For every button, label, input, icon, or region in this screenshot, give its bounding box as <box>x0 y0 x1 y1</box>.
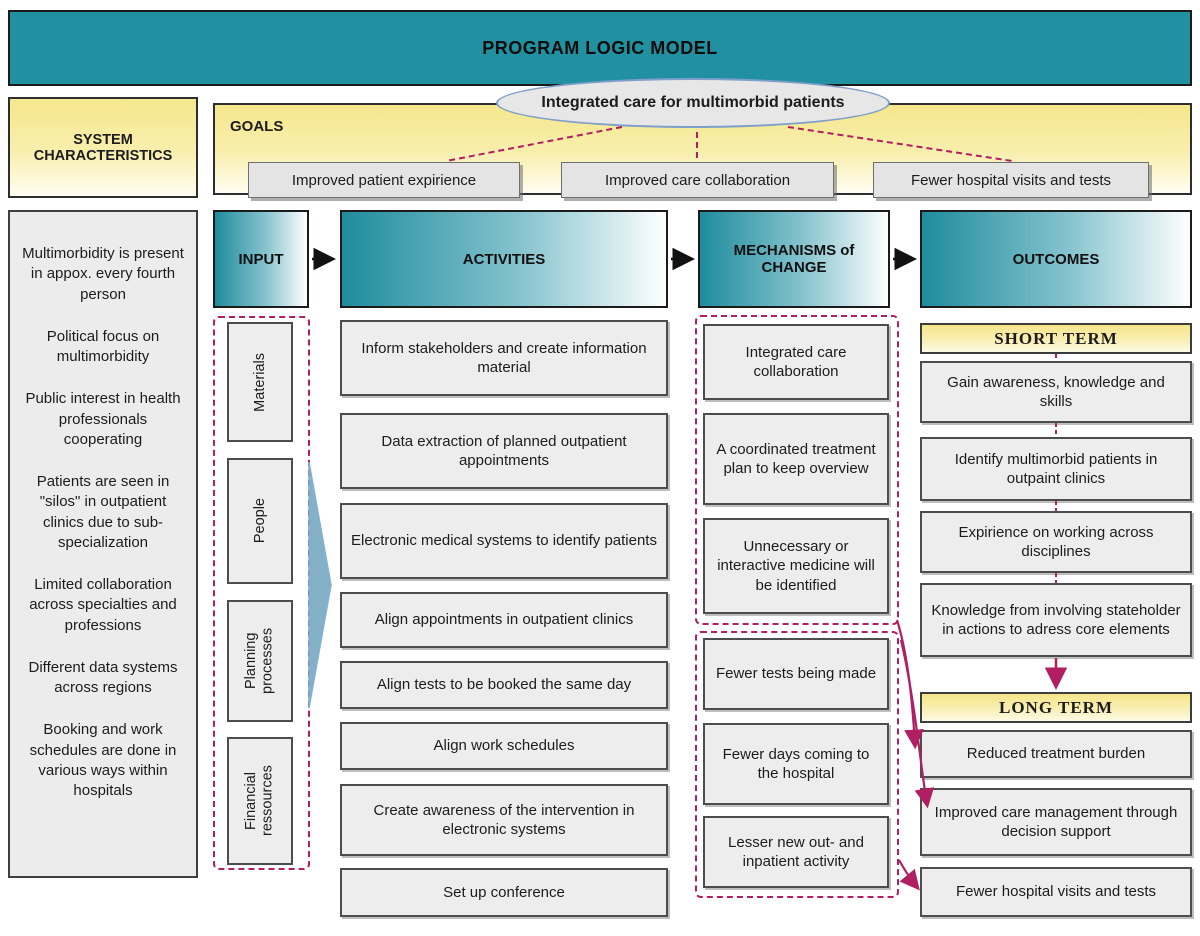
mechanism-box: Lesser new out- and inpatient activity <box>703 816 889 888</box>
input-box-financial-resources <box>227 737 293 865</box>
activity-box: Align work schedules <box>340 722 668 770</box>
column-header-activities: ACTIVITIES <box>340 210 668 308</box>
mechanism-box: A coordinated treatment plan to keep overview <box>703 413 889 505</box>
goal-ellipse: Integrated care for multimorbid patients <box>496 78 890 128</box>
input-box-label: Planning processes <box>243 627 276 695</box>
long-term-outcome-box: Reduced treatment burden <box>920 730 1192 778</box>
short-term-header: SHORT TERM <box>920 323 1192 354</box>
mechanism-box: Fewer days coming to the hospital <box>703 723 889 805</box>
activity-box: Inform stakeholders and create information material <box>340 320 668 396</box>
activity-box: Data extraction of planned outpatient appointments <box>340 413 668 489</box>
input-box-label: Materials <box>251 352 268 412</box>
arrow-mechanisms-to-fewer-visits <box>899 860 917 887</box>
input-box-materials <box>227 322 293 442</box>
system-characteristic-item: Booking and work schedules are done in various ways within hospitals <box>29 721 177 799</box>
title-banner <box>8 10 1192 86</box>
system-characteristic-item: Different data systems across regions <box>28 658 178 696</box>
system-characteristic-item: Public interest in health professionals cooperating <box>25 390 181 448</box>
input-box-label: Financial ressources <box>243 765 276 837</box>
input-box-people <box>227 458 293 584</box>
goals-label: GOALS <box>230 118 284 135</box>
activity-box: Set up conference <box>340 868 668 917</box>
activity-box: Align appointments in outpatient clinics <box>340 592 668 648</box>
mechanism-box: Unnecessary or interactive medicine will be identified <box>703 518 889 614</box>
long-term-outcome-box: Improved care management through decision support <box>920 788 1192 856</box>
system-characteristic-item: Patients are seen in "silos" in outpatient clinics due to sub-specialization <box>36 473 170 551</box>
short-term-outcome-box: Gain awareness, knowledge and skills <box>920 361 1192 423</box>
system-characteristic-item: Limited collaboration across specialties and professions <box>29 576 177 634</box>
column-header-mechanisms: MECHANISMS of CHANGE <box>698 210 890 308</box>
mechanism-box: Integrated care collaboration <box>703 324 889 400</box>
system-characteristic-item: Political focus on multimorbidity <box>46 327 160 365</box>
page-title: PROGRAM LOGIC MODEL <box>482 37 718 58</box>
short-term-outcome-box: Expirience on working across disciplines <box>920 511 1192 573</box>
goal-box-care-collaboration: Improved care collaboration <box>561 162 834 198</box>
short-term-outcome-box: Knowledge from involving stateholder in actions to adress core elements <box>920 583 1192 657</box>
mechanism-box: Fewer tests being made <box>703 638 889 710</box>
activity-box: Create awareness of the intervention in electronic systems <box>340 784 668 856</box>
goal-box-fewer-visits: Fewer hospital visits and tests <box>873 162 1149 198</box>
input-box-label: People <box>251 498 268 544</box>
goal-box-patient-experience: Improved patient expirience <box>248 162 520 198</box>
arrow-mechanisms-to-reduced-burden <box>897 620 915 745</box>
column-header-outcomes: OUTCOMES <box>920 210 1192 308</box>
column-header-input: INPUT <box>213 210 309 308</box>
system-characteristics-header: SYSTEM CHARACTERISTICS <box>8 97 198 198</box>
input-box-planning-processes <box>227 600 293 722</box>
short-term-outcome-box: Identify multimorbid patients in outpaint clinics <box>920 437 1192 501</box>
input-funnel-triangle <box>309 462 331 708</box>
long-term-header: LONG TERM <box>920 692 1192 723</box>
long-term-outcome-box: Fewer hospital visits and tests <box>920 867 1192 917</box>
system-characteristic-item: Multimorbidity is present in appox. every fourth person <box>22 245 184 303</box>
activity-box: Align tests to be booked the same day <box>340 661 668 709</box>
activity-box: Electronic medical systems to identify patients <box>340 503 668 579</box>
system-characteristics-list <box>8 210 198 878</box>
